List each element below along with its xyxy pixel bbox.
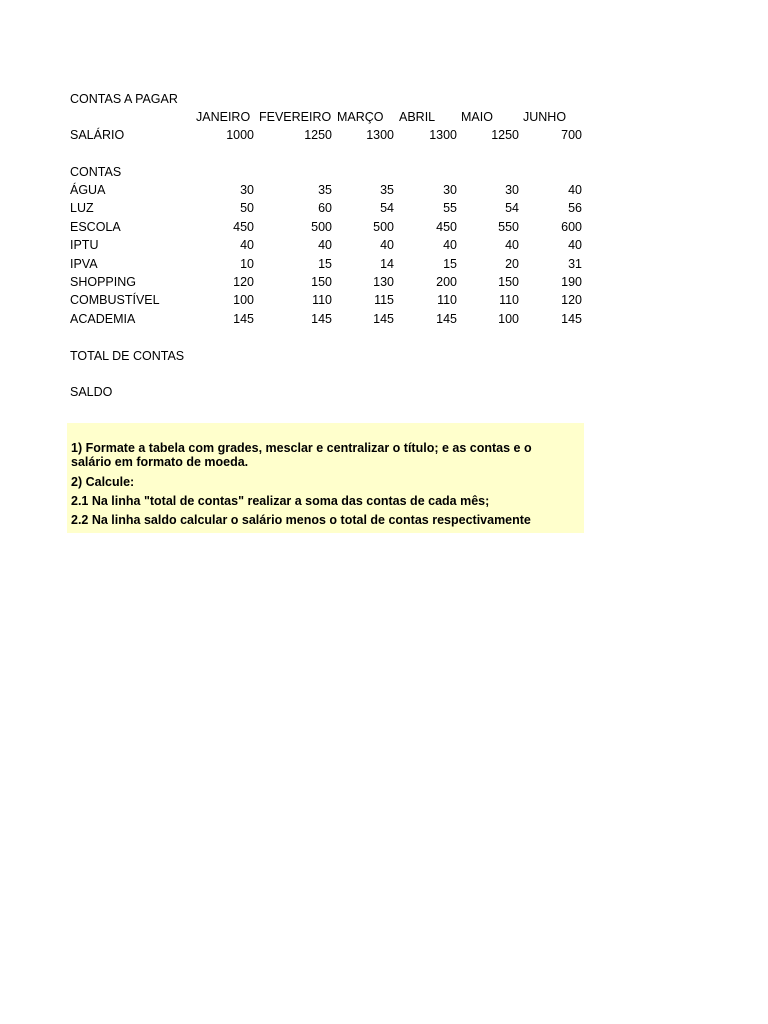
instruction-item: 1) Formate a tabela com grades, mesclar e centralizar o título; e as contas e o salário em formato de moeda. (71, 441, 532, 469)
table-row (0, 312, 768, 330)
table-cell: 120 (561, 293, 582, 308)
salary-cell: 1300 (429, 128, 457, 142)
salary-label: SALÁRIO (70, 128, 125, 142)
table-cell: 35 (318, 183, 332, 197)
table-cell: 500 (311, 219, 332, 234)
table-cell: 550 (498, 219, 519, 234)
month-header-abril: ABRIL (399, 110, 436, 124)
table-cell: 30 (443, 183, 457, 197)
table-cell: 145 (436, 311, 457, 326)
sheet-title: CONTAS A PAGAR (70, 92, 178, 106)
row-label: SHOPPING (70, 275, 136, 289)
table-cell: 20 (505, 256, 519, 271)
table-row (0, 238, 768, 256)
table-cell: 54 (380, 201, 394, 216)
table-cell: 30 (505, 183, 519, 197)
table-cell: 15 (318, 256, 332, 271)
table-cell: 145 (373, 311, 394, 326)
table-cell: 31 (568, 256, 582, 271)
table-cell: 55 (443, 201, 457, 216)
table-cell: 120 (233, 275, 254, 289)
table-cell: 110 (499, 293, 519, 308)
table-cell: 500 (373, 219, 394, 234)
table-cell: 190 (561, 275, 582, 289)
salary-cell: 1250 (491, 128, 519, 142)
table-cell: 40 (240, 238, 254, 253)
table-cell: 450 (233, 219, 254, 234)
instruction-item: 2.1 Na linha "total de contas" realizar a soma das contas de cada mês; (71, 494, 490, 508)
table-cell: 40 (568, 238, 582, 253)
table-cell: 40 (505, 238, 519, 253)
table-cell: 150 (498, 275, 519, 289)
table-cell: 600 (561, 219, 582, 234)
table-row (0, 220, 768, 238)
table-cell: 110 (437, 293, 457, 308)
table-cell: 110 (312, 293, 332, 308)
month-header-janeiro: JANEIRO (196, 110, 251, 124)
salary-cell: 1250 (304, 128, 332, 142)
row-label: IPTU (70, 238, 99, 253)
table-cell: 450 (436, 219, 457, 234)
instructions-box (67, 423, 584, 533)
contas-label: CONTAS (70, 165, 122, 179)
table-cell: 200 (436, 275, 457, 289)
row-label: ÁGUA (70, 183, 106, 197)
table-cell: 14 (380, 256, 394, 271)
table-cell: 145 (233, 311, 254, 326)
table-cell: 50 (240, 201, 254, 216)
table-row (0, 275, 768, 293)
table-cell: 150 (311, 275, 332, 289)
month-header-junho: JUNHO (523, 110, 567, 124)
table-row (0, 201, 768, 219)
table-cell: 100 (498, 311, 519, 326)
table-row (0, 293, 768, 311)
table-cell: 35 (380, 183, 394, 197)
month-header-fevereiro: FEVEREIRO (259, 110, 332, 124)
table-cell: 30 (240, 183, 254, 197)
saldo-label: SALDO (70, 385, 113, 399)
row-label: ESCOLA (70, 219, 121, 234)
instruction-item: 2) Calcule: (71, 475, 135, 489)
row-label: COMBUSTÍVEL (70, 293, 160, 308)
table-row (0, 183, 768, 201)
table-cell: 54 (505, 201, 519, 216)
table-cell: 100 (233, 293, 254, 308)
table-cell: 40 (443, 238, 457, 253)
table-cell: 40 (568, 183, 582, 197)
table-cell: 145 (311, 311, 332, 326)
month-header-row (0, 110, 768, 126)
instruction-item: 2.2 Na linha saldo calcular o salário menos o total de contas respectivamente (71, 513, 531, 527)
row-label: LUZ (70, 201, 94, 216)
salary-cell: 1300 (366, 128, 394, 142)
salary-cell: 1000 (226, 128, 254, 142)
row-label: IPVA (70, 256, 98, 271)
table-cell: 15 (443, 256, 457, 271)
table-row (0, 257, 768, 275)
row-label: ACADEMIA (70, 311, 136, 326)
table-cell: 130 (373, 275, 394, 289)
month-header-maio: MAIO (461, 110, 493, 124)
table-cell: 56 (568, 201, 582, 216)
table-cell: 60 (318, 201, 332, 216)
month-header-marco: MARÇO (337, 110, 384, 124)
table-cell: 40 (318, 238, 332, 253)
table-cell: 115 (374, 293, 394, 308)
table-cell: 145 (561, 311, 582, 326)
salary-cell: 700 (561, 128, 582, 142)
salary-row (0, 128, 768, 146)
table-cell: 40 (380, 238, 394, 253)
table-cell: 10 (240, 256, 254, 271)
total-contas-label: TOTAL DE CONTAS (70, 349, 185, 363)
